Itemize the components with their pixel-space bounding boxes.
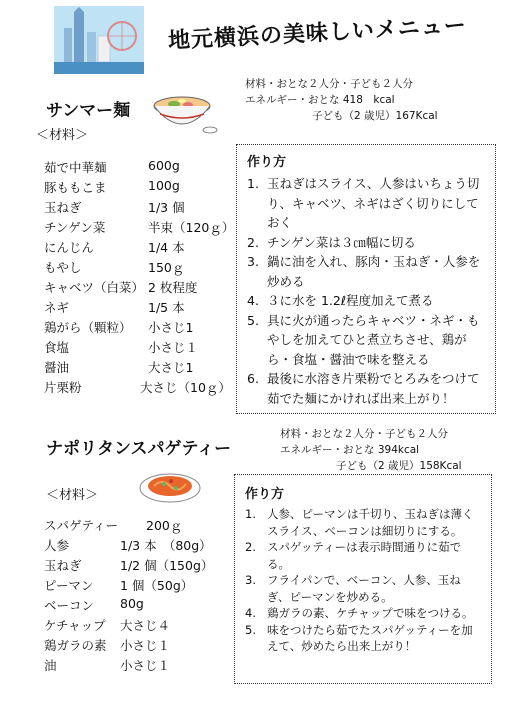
ingredient-qty: 小さじ１ (120, 658, 171, 673)
recipe1-instructions-box (236, 144, 496, 414)
ingredient-qty: 600g (148, 158, 180, 173)
ingredient-qty: 1/4 本 (148, 240, 185, 255)
ingredient-name: ピーマン (44, 578, 94, 593)
ingredient-qty: 1/5 本 (148, 300, 185, 315)
recipe1-title: サンマー麺 (46, 101, 131, 121)
step: 5. 具に火が通ったらキャベツ・ネギ・もやしを加えてひと煮立ちさせ、鶏がら・食塩・醤油で味を整える (247, 312, 480, 367)
recipe1-ingredients-header: ＜材料＞ (36, 128, 89, 143)
ingredient-qty: 150ｇ (148, 260, 185, 275)
recipe2-steps-title: 作り方 (245, 487, 285, 502)
ingredient-name: キャベツ（白菜） (44, 280, 145, 295)
ingredient-name: 人参 (44, 538, 70, 553)
ingredient-name: スパゲティー (44, 518, 119, 533)
ingredient-name: 鶏ガラの素 (44, 638, 107, 653)
recipe2-instructions-box (234, 474, 492, 684)
step: 5. 味をつけたら茹でたスパゲッティーを加えて、炒めたら出来上がり！ (245, 622, 473, 653)
recipe2-energy-child: 子ども（2 歳児）158Kcal (336, 460, 462, 472)
ingredient-name: 玉ねぎ (44, 558, 82, 573)
ingredient-qty: 1/3 個 (148, 200, 185, 215)
ingredient-name: 玉ねぎ (44, 200, 82, 215)
ingredient-name: 食塩 (44, 340, 70, 355)
ingredient-qty: 80g (120, 596, 144, 611)
ingredient-name: 豚ももこま (44, 180, 107, 195)
recipe1-energy-adult: エネルギー・おとな 418 kcal (245, 94, 395, 106)
ingredient-name: 醤油 (44, 360, 70, 375)
step: 4. ３に水を 1.2ℓ程度加えて煮る (247, 293, 434, 308)
page-title: 地元横浜の美味しいメニュー (167, 13, 468, 54)
recipe2-title: ナポリタンスパゲティー (46, 439, 232, 459)
ingredient-qty: 大さじ1 (148, 360, 194, 375)
ingredient-qty: 200ｇ (146, 518, 183, 533)
ingredient-qty: 100g (148, 178, 180, 193)
recipe2-servings: 材料・おとな２人分・子ども２人分 (280, 428, 448, 440)
ingredient-qty: 1/3 本 （80g） (120, 538, 212, 553)
recipe1-steps-title: 作り方 (247, 155, 287, 170)
ingredient-name: ケチャップ (44, 618, 106, 633)
step: 2. チンゲン菜は３㎝幅に切る (247, 234, 416, 250)
step: 6. 最後に水溶き片栗粉でとろみをつけて茹でた麺にかければ出来上がり！ (247, 371, 480, 406)
ingredient-name: ベーコン (44, 598, 95, 613)
ingredient-qty: 小さじ1 (148, 320, 194, 335)
step: 1. 人参、ピーマンは千切り、玉ねぎは薄くスライス、ベーコンは細切りにする。 (245, 507, 474, 538)
ingredient-qty: 小さじ１ (148, 340, 199, 355)
ingredient-qty: 2 枚程度 (148, 280, 198, 295)
ingredient-qty: 大さじ４ (120, 618, 171, 633)
ingredient-name: 鶏がら（顆粒） (44, 320, 132, 335)
ingredient-qty: 1 個（50g） (120, 578, 194, 593)
step: 4. 鶏ガラの素、ケチャップで味をつける。 (245, 606, 474, 620)
recipe1-energy-child: 子ども（2 歳児）167Kcal (312, 110, 438, 122)
recipe2-ingredient-list (0, 0, 240, 725)
ingredient-name: チンゲン菜 (44, 220, 106, 235)
step: 3. フライパンで、ベーコン、人参、玉ねぎ、ピーマンを炒める。 (245, 573, 461, 604)
step: 1. 玉ねぎはスライス、人参はいちょう切り、キャベツ、ネギはざく切りにしておく (247, 176, 480, 230)
ingredient-qty: 小さじ１ (120, 638, 171, 653)
recipe2-ingredients-header: ＜材料＞ (46, 488, 99, 503)
ingredient-name: 茹で中華麺 (44, 160, 107, 175)
ingredient-qty: 大さじ（10ｇ） (140, 380, 231, 395)
ingredient-name: 油 (44, 658, 57, 673)
recipe2-energy-adult: エネルギー・おとな 394kcal (280, 444, 420, 456)
ingredient-qty: 1/2 個（150g） (120, 558, 214, 573)
step: 2. スパゲッティーは表示時間通りに茹でる。 (245, 540, 462, 571)
ingredient-name: もやし (44, 260, 82, 275)
ingredient-name: ネギ (44, 300, 70, 315)
ingredient-qty: 半束（120ｇ） (148, 220, 235, 235)
step: 3. 鍋に油を入れ、豚肉・玉ねぎ・人参を炒める (247, 254, 481, 289)
ingredient-name: 片栗粉 (44, 380, 82, 395)
recipe1-servings: 材料・おとな２人分・子ども２人分 (245, 78, 413, 90)
ingredient-name: にんじん (44, 240, 95, 255)
